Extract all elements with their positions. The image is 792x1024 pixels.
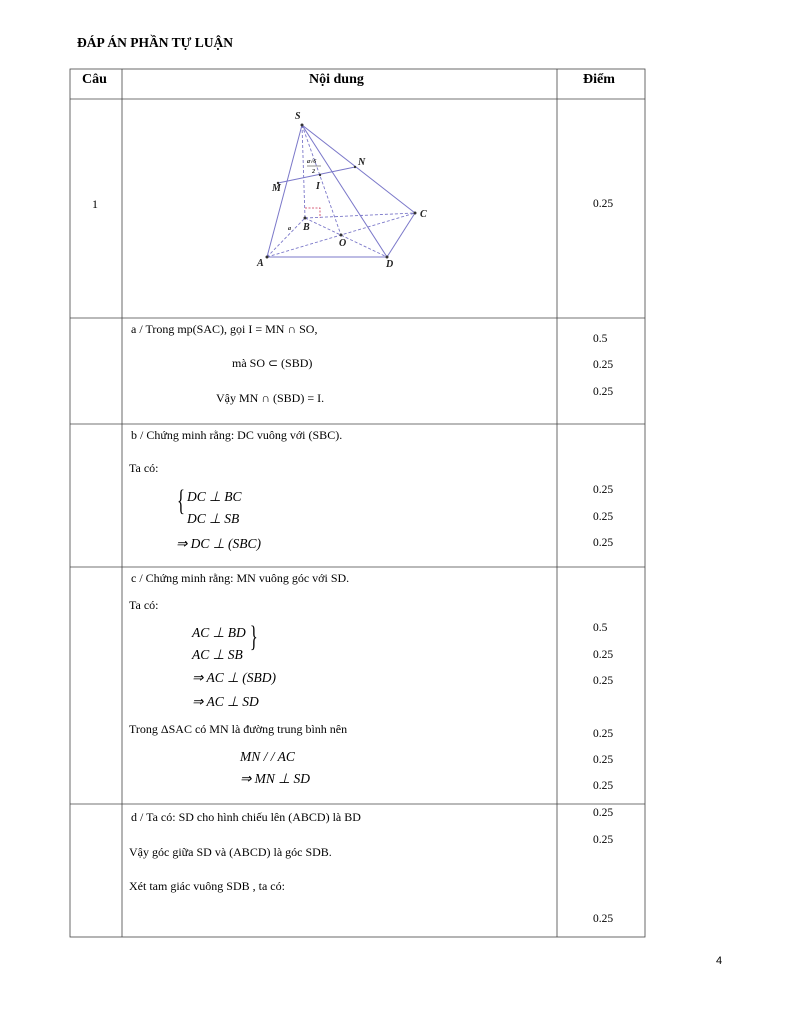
score-d-3: 0.25	[593, 913, 614, 925]
label-I: I	[316, 181, 320, 192]
height-frac-bottom: 2	[312, 169, 315, 175]
score-d-1: 0.25	[593, 807, 614, 819]
part-c-line-5: ⇒ AC ⊥ (SBD)	[192, 670, 276, 685]
label-O: O	[339, 238, 347, 249]
part-c-line-2: Ta có:	[129, 598, 159, 612]
part-c-line-8: MN / / AC	[240, 749, 295, 764]
score-b-3: 0.25	[593, 537, 614, 549]
page-title: ĐÁP ÁN PHẦN TỰ LUẬN	[77, 35, 234, 50]
score-d-2: 0.25	[593, 834, 614, 846]
score-c-2: 0.25	[593, 649, 614, 661]
question-number: 1	[92, 197, 98, 211]
part-c-line-1: c / Chứng minh rằng: MN vuông góc với SD.	[131, 571, 350, 585]
part-a-line-1: a / Trong mp(SAC), gọi I = MN ∩ SO,	[131, 322, 318, 336]
page-number: 4	[716, 955, 723, 967]
part-b-line-5: ⇒ DC ⊥ (SBC)	[176, 536, 261, 551]
score-c-3: 0.25	[593, 675, 614, 687]
score-figure: 0.25	[593, 198, 614, 210]
label-D: D	[386, 259, 394, 270]
height-frac-top: a√6	[307, 159, 317, 165]
part-a-line-3: Vậy MN ∩ (SBD) = I.	[216, 391, 325, 405]
score-b-2: 0.25	[593, 511, 614, 523]
part-c-line-7: Trong ΔSAC có MN là đường trung bình nên	[129, 722, 348, 736]
score-c-6: 0.25	[593, 780, 614, 792]
part-c-line-6: ⇒ AC ⊥ SD	[192, 694, 259, 709]
score-a-1: 0.5	[593, 333, 608, 345]
label-C: C	[420, 209, 427, 220]
score-a-2: 0.25	[593, 359, 614, 371]
label-N: N	[358, 157, 366, 168]
part-b-line-4: DC ⊥ SB	[187, 511, 240, 526]
label-M: M	[272, 183, 281, 194]
label-A: A	[257, 258, 264, 269]
part-d-line-3: Xét tam giác vuông SDB , ta có:	[129, 879, 285, 893]
score-b-1: 0.25	[593, 484, 614, 496]
score-c-1: 0.5	[593, 622, 608, 634]
header-diem: Điểm	[583, 72, 615, 87]
part-b-line-1: b / Chứng minh rằng: DC vuông với (SBC).	[131, 428, 343, 442]
label-a: a	[288, 226, 291, 232]
part-d-line-1: d / Ta có: SD cho hình chiếu lên (ABCD) là BD	[131, 810, 361, 824]
brace-b: {	[177, 484, 185, 517]
label-S: S	[295, 111, 301, 122]
score-c-4: 0.25	[593, 728, 614, 740]
part-d-line-2: Vậy góc giữa SD và (ABCD) là góc SDB.	[129, 845, 332, 859]
brace-c: {	[249, 620, 258, 653]
part-b-line-3: DC ⊥ BC	[187, 489, 242, 504]
label-B: B	[303, 222, 310, 233]
part-c-line-9: ⇒ MN ⊥ SD	[240, 771, 310, 786]
part-b-line-2: Ta có:	[129, 461, 159, 475]
score-a-3: 0.25	[593, 386, 614, 398]
header-cau: Câu	[82, 72, 107, 87]
part-c-line-4: AC ⊥ SB	[192, 647, 243, 662]
part-a-line-2: mà SO ⊂ (SBD)	[232, 356, 313, 370]
part-c-line-3: AC ⊥ BD	[192, 625, 246, 640]
pyramid-figure	[250, 105, 450, 270]
header-noi-dung: Nội dung	[309, 72, 364, 87]
score-c-5: 0.25	[593, 754, 614, 766]
